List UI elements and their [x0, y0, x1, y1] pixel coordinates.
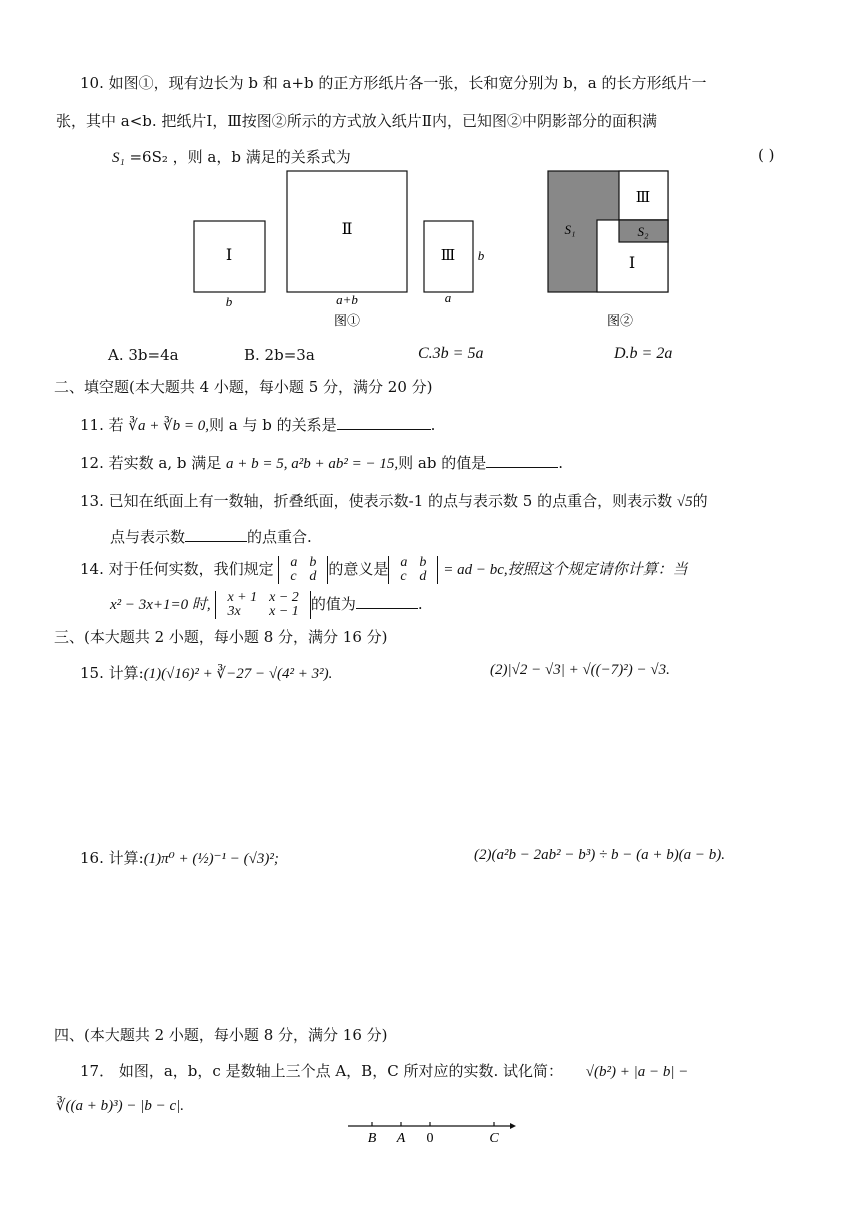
section-4-heading: 四、(本大题共 2 小题，每小题 8 分，满分 16 分): [54, 1026, 388, 1044]
q10-line2: 张，其中 a<b. 把纸片Ⅰ，Ⅲ按图②所示的方式放入纸片Ⅱ内，已知图②中阴影部分的面积满: [56, 112, 658, 130]
point-A: A: [396, 1131, 406, 1146]
section-2-heading: 二、填空题(本大题共 4 小题，每小题 5 分，满分 20 分): [54, 378, 433, 396]
number-line: [346, 1118, 518, 1148]
label-S1: S₁: [564, 222, 576, 237]
q12: 12. 若实数 a, b 满足 a + b = 5, a²b + ab² = − 15,则 ab 的值是 .: [80, 454, 564, 472]
q15: 15. 计算:(1)(√16)² + ∛−27 − √(4² + 3²).: [80, 664, 333, 682]
determinant-x: x + 1 x − 2 3x x − 1: [215, 591, 310, 619]
label-b-side: b: [477, 248, 485, 263]
figure-1: [190, 168, 500, 333]
option-A: A. 3b=4a: [108, 346, 179, 364]
q17-expr2: ∛((a + b)³) − |b − c|.: [56, 1098, 185, 1114]
label-a-bottom: a: [444, 290, 452, 305]
q11-expr: ∛a + ∛b = 0,: [128, 418, 210, 434]
label-I: Ⅰ: [225, 247, 233, 264]
origin-0: 0: [426, 1131, 434, 1146]
section-3-heading: 三、(本大题共 2 小题，每小题 8 分，满分 16 分): [54, 628, 388, 646]
q10-line3: [112, 146, 351, 167]
label-I-fig2: Ⅰ: [628, 255, 636, 272]
label-III: Ⅲ: [440, 248, 456, 264]
q10-line1: 10. 如图①，现有边长为 b 和 a+b 的正方形纸片各一张，长和宽分别为 b，a 的长方形纸片一: [80, 74, 707, 92]
q15-part2: (2)|√2 − √3| + √((−7)²) − √3.: [490, 662, 670, 678]
q14-formula: = ad − bc,按照这个规定请你计算：当: [443, 562, 688, 578]
q15-part1: (1)(√16)² + ∛−27 − √(4² + 3²).: [143, 666, 333, 682]
q17-expr1: √(b²) + |a − b| −: [585, 1064, 689, 1080]
q13-line2: 点与表示数 的点重合.: [110, 528, 312, 546]
label-S2: S₂: [637, 224, 649, 239]
q14-line1: 14. 对于任何实数，我们规定 a b c d 的意义是 a b c d = ad − bc,按照这个规定请你计算：当: [80, 555, 688, 584]
q13-line1: 13. 已知在纸面上有一数轴，折叠纸面，使表示数-1 的点与表示数 5 的点重合，则表示数 √5的: [80, 492, 708, 510]
caption-fig2: 图②: [606, 313, 634, 328]
label-b-bottom: b: [225, 294, 233, 309]
figure-2: [544, 168, 674, 333]
q14-line2: x² − 3x+1=0 时, x + 1 x − 2 3x x − 1 的值为 .: [110, 590, 423, 619]
q10-condition: =6S₂ ，则 a，b 满足的关系式为: [124, 148, 351, 166]
q16-part1: (1)π⁰ + (½)⁻¹ − (√3)²;: [143, 851, 279, 867]
option-D: D.b = 2a: [614, 345, 673, 362]
point-C: C: [489, 1131, 499, 1146]
q16: 16. 计算:(1)π⁰ + (½)⁻¹ − (√3)²;: [80, 849, 279, 867]
answer-paren: ( ): [758, 146, 775, 164]
sqrt5: √5: [676, 494, 693, 510]
point-B: B: [367, 1131, 377, 1146]
q16-part2: (2)(a²b − 2ab² − b³) ÷ b − (a + b)(a − b).: [474, 847, 726, 863]
option-B: B. 2b=3a: [244, 346, 315, 364]
option-C: C.3b = 5a: [418, 345, 484, 362]
q12-blank[interactable]: [486, 453, 558, 468]
label-II: Ⅱ: [341, 221, 353, 238]
q12-expr: a + b = 5, a²b + ab² = − 15,: [226, 456, 399, 472]
label-ab-bottom: a+b: [336, 292, 358, 307]
determinant-def: a b c d: [278, 556, 328, 584]
q11: 11. 若 ∛a + ∛b = 0,则 a 与 b 的关系是 .: [80, 416, 436, 434]
caption-fig1: 图①: [333, 313, 361, 328]
label-III-fig2: Ⅲ: [635, 190, 651, 206]
s1-symbol: S₁: [112, 150, 125, 166]
q13-blank[interactable]: [185, 527, 247, 542]
q11-blank[interactable]: [337, 415, 431, 430]
determinant-def-2: a b c d: [388, 556, 438, 584]
q14-blank[interactable]: [356, 594, 418, 609]
q17-line1: 17． 如图，a，b，c 是数轴上三个点 A，B，C 所对应的实数. 试化简： √(b²) + |a − b| −: [80, 1062, 689, 1080]
